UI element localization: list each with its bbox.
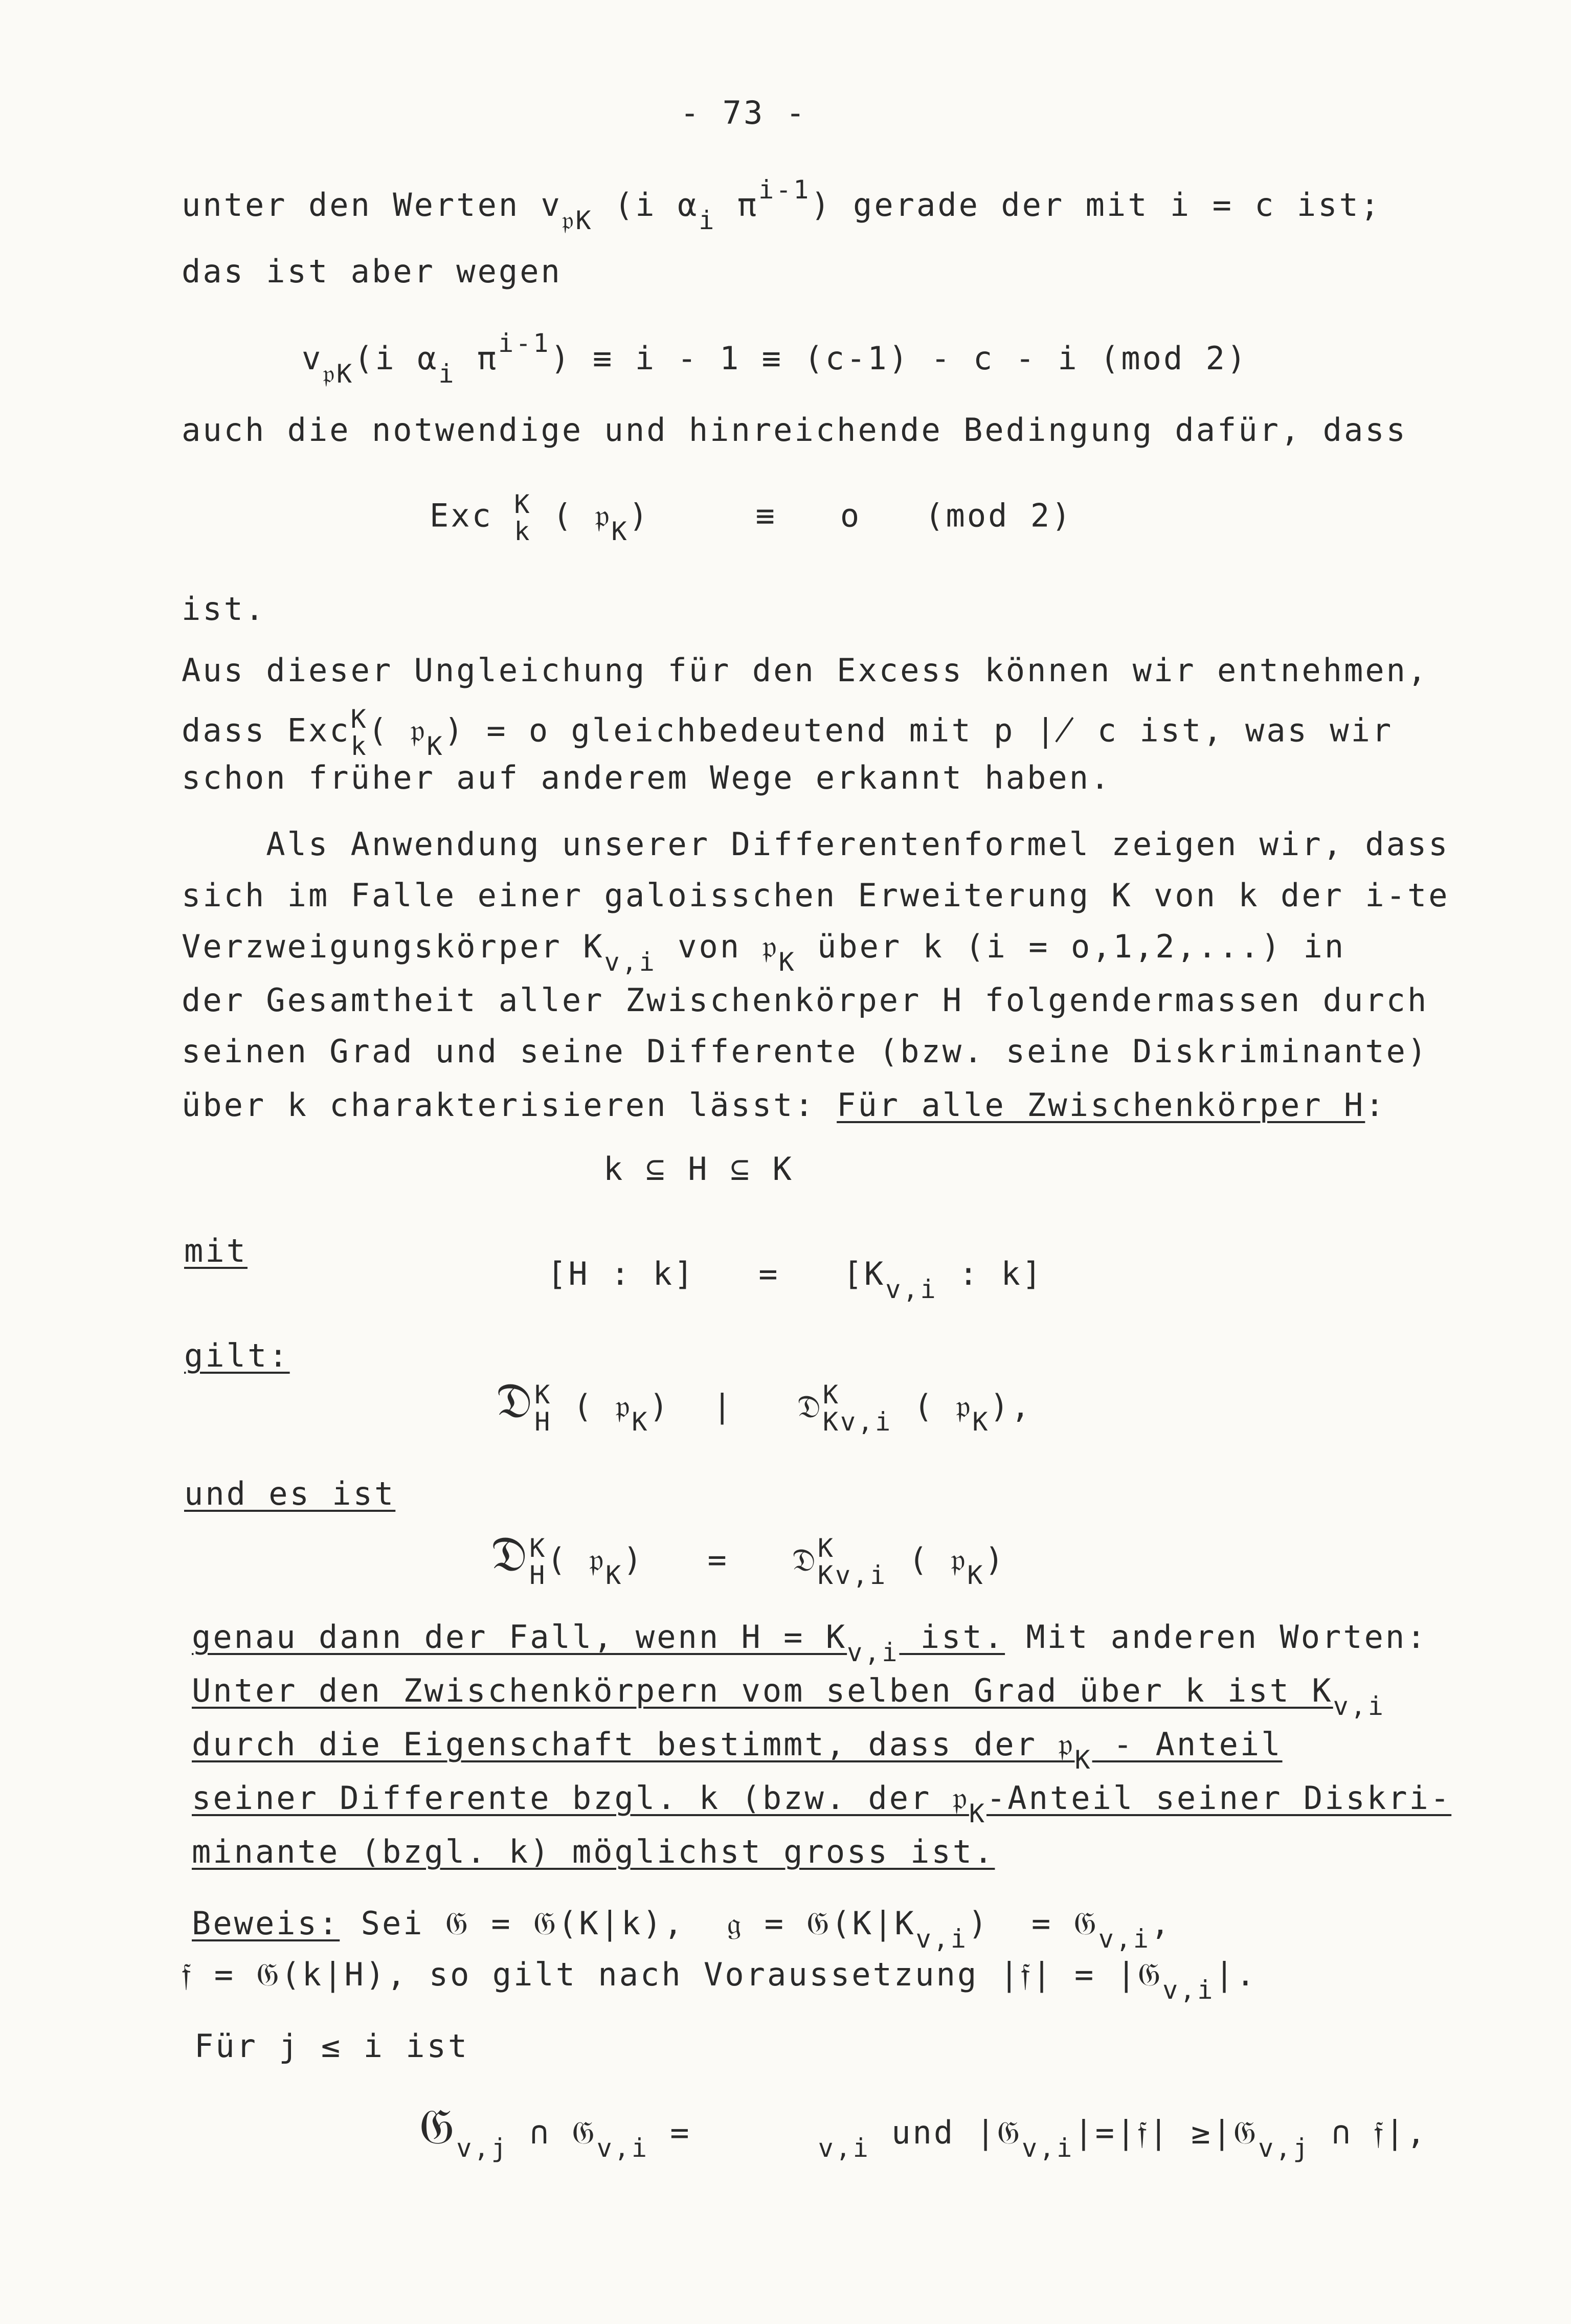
- page-number: - 73 -: [680, 94, 807, 131]
- equation-intersection: 𝔊$_{v,j}$ ∩ 𝔊$_{v,i}$ = $_{v,i}$ und |𝔊$_{v,i}$|=|𝔣| ≥|𝔊$_{v,j}$ ∩ 𝔣|,: [419, 2098, 1428, 2163]
- equation-field-chain: k ⊆ H ⊆ K: [603, 1150, 794, 1188]
- text-line-14: genau dann der Fall, wenn $H = K_{v,i}$ ist. Mit anderen Worten:: [192, 1618, 1428, 1667]
- equation-degree: [H : $k] = [K_{v,i}$ : k]: [547, 1255, 1044, 1304]
- text-line-19: Beweis: Sei 𝔊 = 𝔊(K|k), 𝔤 = $𝔊(K|K_{v,i})$ = 𝔊$_{v,i}$,: [192, 1905, 1172, 1954]
- text-line-8: Als Anwendung unserer Differentenformel zeigen wir, dass: [182, 825, 1450, 863]
- text-line-5: Aus dieser Ungleichung für den Excess können wir entnehmen,: [182, 652, 1429, 689]
- text-line-17: seiner Differente bzgl. k (bzw. der 𝔭$_K$-Anteil seiner Diskri-: [192, 1779, 1452, 1828]
- equation-divides: 𝔇 K H ( 𝔭$_K$) | 𝔇 K K $_{v,i}$ ( 𝔭$_K$),: [496, 1372, 1033, 1437]
- equation-equal: 𝔇 K H ( 𝔭$_K$) = 𝔇 K K $_{v,i}$ ( 𝔭$_K$): [491, 1525, 1006, 1590]
- equation-valuation: $v_{𝔭K}(i$ $\alpha_i$ $\pi^{i-1}) \equiv i - 1 \equiv (c-1) - c - i$ (mod 2): [302, 328, 1248, 389]
- text-line-13: über k charakterisieren lässt: Für alle Zwischenkörper H:: [182, 1086, 1386, 1124]
- label-mit: mit: [184, 1232, 248, 1269]
- text-line-4: ist.: [182, 590, 266, 628]
- text-line-2: das ist aber wegen: [182, 253, 562, 290]
- text-line-9: sich im Falle einer galoisschen Erweiterung K von k der i-te: [182, 877, 1450, 914]
- label-gilt: gilt:: [184, 1337, 290, 1374]
- text-line-11: der Gesamtheit aller Zwischenkörper H folgendermassen durch: [182, 981, 1429, 1019]
- text-line-6: dass Exc K k ( 𝔭$_K$) = o gleichbedeutend mit p ∤ c ist, was wir: [182, 704, 1394, 761]
- text-line-1: unter den Werten $v_{𝔭K}$ (i $\alpha_i$ $\pi^{i-1}$) gerade der mit i = c ist;: [182, 175, 1382, 235]
- label-und-es-ist: und es ist: [184, 1475, 396, 1512]
- text-line-21: Für j ≤ i ist: [194, 2027, 469, 2065]
- text-line-10: Verzweigungskörper $K_{v,i}$ von 𝔭$_K$ über k (i = o,1,2,...) in: [182, 928, 1346, 977]
- text-line-7: schon früher auf anderem Wege erkannt haben.: [182, 759, 1112, 796]
- text-line-15: Unter den Zwischenkörpern vom selben Grad über k ist $K_{v,i}$: [192, 1672, 1385, 1721]
- text-line-12: seinen Grad und seine Differente (bzw. seine Diskriminante): [182, 1033, 1429, 1070]
- text-line-16: durch die Eigenschaft bestimmt, dass der 𝔭$_K$ - Anteil: [192, 1726, 1283, 1775]
- text-line-3: auch die notwendige und hinreichende Bedingung dafür, dass: [182, 411, 1407, 449]
- text-line-20: 𝔣 = 𝔊(k|H), so gilt nach Voraussetzung |𝔣| = |𝔊$_{v,i}$|.: [182, 1956, 1258, 2005]
- text-line-18: minante (bzgl. k) möglichst gross ist.: [192, 1833, 995, 1870]
- equation-excess: Exc K k ( 𝔭$_K$) ≡ o (mod 2): [430, 489, 1073, 546]
